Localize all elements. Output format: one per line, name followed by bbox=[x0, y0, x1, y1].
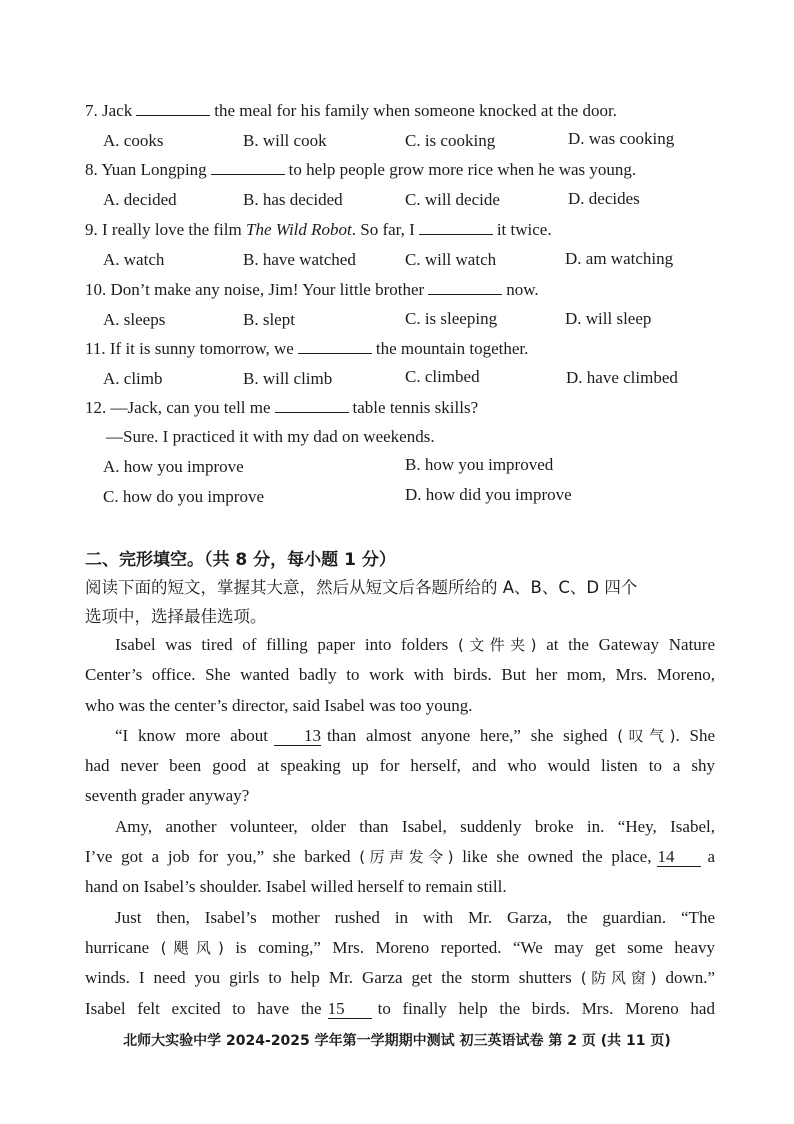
question-8 bbox=[85, 160, 636, 180]
passage-line: hand on Isabel’s shoulder. Isabel willed herself to remain still. bbox=[85, 877, 507, 897]
passage-line: Center’s office. She wanted badly to work with birds. But her mom, Mrs. Moreno, bbox=[85, 665, 715, 685]
text: down.” bbox=[665, 968, 715, 988]
text: than almost anyone here,” she sighed bbox=[326, 725, 608, 745]
gloss: (飓风) bbox=[160, 938, 224, 957]
cloze-blank-15: 15 bbox=[328, 1000, 372, 1019]
answer-blank bbox=[211, 160, 285, 175]
question-9 bbox=[85, 220, 552, 240]
text: a bbox=[707, 847, 715, 867]
option-b: B. will cook bbox=[243, 131, 327, 150]
question-8-stem-end: to help people grow more rice when he was young. bbox=[288, 160, 637, 179]
text: to finally help the birds. Mrs. Moreno had bbox=[377, 998, 715, 1018]
option-d: D. will sleep bbox=[565, 309, 652, 328]
option-c: C. is sleeping bbox=[405, 309, 498, 328]
passage-line: had never been good at speaking up for herself, and who would listen to a shy bbox=[85, 756, 715, 776]
option-c: C. how do you improve bbox=[103, 487, 265, 506]
text: at the Gateway Nature bbox=[546, 635, 715, 654]
text: is coming,” Mrs. Moreno reported. “We may get some heavy bbox=[235, 937, 715, 957]
option-c: C. will watch bbox=[405, 250, 497, 269]
gloss: (防风窗) bbox=[580, 969, 657, 988]
option-a: A. watch bbox=[103, 250, 165, 269]
answer-blank bbox=[428, 280, 502, 295]
text: Isabel was tired of filling paper into folders bbox=[115, 635, 449, 654]
question-12-stem: 12. —Jack, can you tell me bbox=[85, 398, 271, 417]
option-a: A. cooks bbox=[103, 131, 164, 150]
passage bbox=[85, 630, 715, 1024]
question-11-stem-end: the mountain together. bbox=[375, 339, 529, 358]
option-b: B. have watched bbox=[243, 250, 356, 269]
gloss: (厉声发令) bbox=[359, 848, 454, 867]
option-d: D. am watching bbox=[565, 249, 674, 268]
passage-line bbox=[85, 842, 715, 872]
question-11 bbox=[85, 339, 528, 359]
text: Isabel felt excited to have the bbox=[85, 998, 322, 1018]
answer-blank bbox=[419, 220, 493, 235]
text: like she owned the place, bbox=[462, 847, 652, 867]
question-10-stem: 10. Don’t make any noise, Jim! Your little brother bbox=[85, 280, 425, 299]
passage-line bbox=[85, 630, 715, 660]
question-7 bbox=[85, 101, 617, 121]
passage-line bbox=[85, 963, 715, 993]
option-b: B. will climb bbox=[243, 369, 333, 388]
text: hurricane bbox=[85, 937, 150, 957]
option-d: D. was cooking bbox=[568, 129, 675, 148]
answer-blank bbox=[275, 398, 349, 413]
passage-line: Just then, Isabel’s mother rushed in with Mr. Garza, the guardian. “The bbox=[115, 907, 715, 927]
question-9-stem-end: it twice. bbox=[496, 220, 552, 239]
text: . She bbox=[675, 725, 715, 745]
section-heading: 二、完形填空。（共 8 分，每小题 1 分） bbox=[85, 550, 396, 570]
question-8-stem: 8. Yuan Longping bbox=[85, 160, 207, 179]
question-12 bbox=[85, 398, 478, 418]
text: winds. I need you girls to help Mr. Garza get the storm shutters bbox=[85, 968, 572, 988]
option-d: D. decides bbox=[568, 189, 640, 208]
option-a: A. decided bbox=[103, 190, 177, 209]
option-c: C. will decide bbox=[405, 190, 500, 209]
question-7-stem: 7. Jack bbox=[85, 101, 133, 120]
option-b: B. how you improved bbox=[405, 455, 554, 474]
passage-line: who was the center’s director, said Isabel was too young. bbox=[85, 695, 473, 715]
question-9-stem-mid: . So far, I bbox=[351, 220, 415, 239]
question-10-stem-end: now. bbox=[506, 280, 539, 299]
passage-line: seventh grader anyway? bbox=[85, 786, 250, 806]
gloss: (文件夹) bbox=[457, 636, 537, 654]
film-title: The Wild Robot bbox=[245, 220, 352, 239]
section-instruction-line-1: 阅读下面的短文，掌握其大意，然后从短文后各题所给的 A、B、C、D 四个 bbox=[85, 578, 638, 597]
option-a: A. climb bbox=[103, 369, 163, 388]
option-c: C. is cooking bbox=[405, 131, 496, 150]
question-7-stem-end: the meal for his family when someone knocked at the door. bbox=[214, 101, 617, 120]
option-d: D. how did you improve bbox=[405, 485, 572, 504]
cloze-blank-13: 13 bbox=[274, 727, 321, 746]
section-instruction-line-2: 选项中，选择最佳选项。 bbox=[85, 607, 267, 626]
passage-line bbox=[85, 994, 715, 1024]
gloss: (叹气) bbox=[617, 726, 676, 745]
question-12-reply: —Sure. I practiced it with my dad on weekends. bbox=[106, 427, 435, 446]
question-10 bbox=[85, 280, 539, 300]
option-d: D. have climbed bbox=[566, 368, 678, 387]
answer-blank bbox=[298, 339, 372, 354]
option-a: A. sleeps bbox=[103, 310, 166, 329]
option-a: A. how you improve bbox=[103, 457, 244, 476]
answer-blank bbox=[136, 101, 210, 116]
page-footer: 北师大实验中学 2024-2025 学年第一学期期中测试 初三英语试卷 第 2 页 (共 11 页) bbox=[123, 1033, 671, 1049]
text: I’ve got a job for you,” she barked bbox=[85, 847, 351, 867]
passage-line bbox=[85, 721, 715, 751]
question-9-stem: 9. I really love the film bbox=[85, 220, 242, 239]
question-11-stem: 11. If it is sunny tomorrow, we bbox=[85, 339, 294, 358]
option-b: B. slept bbox=[243, 310, 295, 329]
cloze-blank-14: 14 bbox=[657, 848, 701, 867]
option-c: C. climbed bbox=[405, 367, 480, 386]
text: “I know more about bbox=[115, 725, 268, 745]
passage-line: Amy, another volunteer, older than Isabel, suddenly broke in. “Hey, Isabel, bbox=[115, 816, 715, 836]
question-12-stem-end: table tennis skills? bbox=[352, 398, 479, 417]
passage-line bbox=[85, 933, 715, 963]
option-b: B. has decided bbox=[243, 190, 343, 209]
